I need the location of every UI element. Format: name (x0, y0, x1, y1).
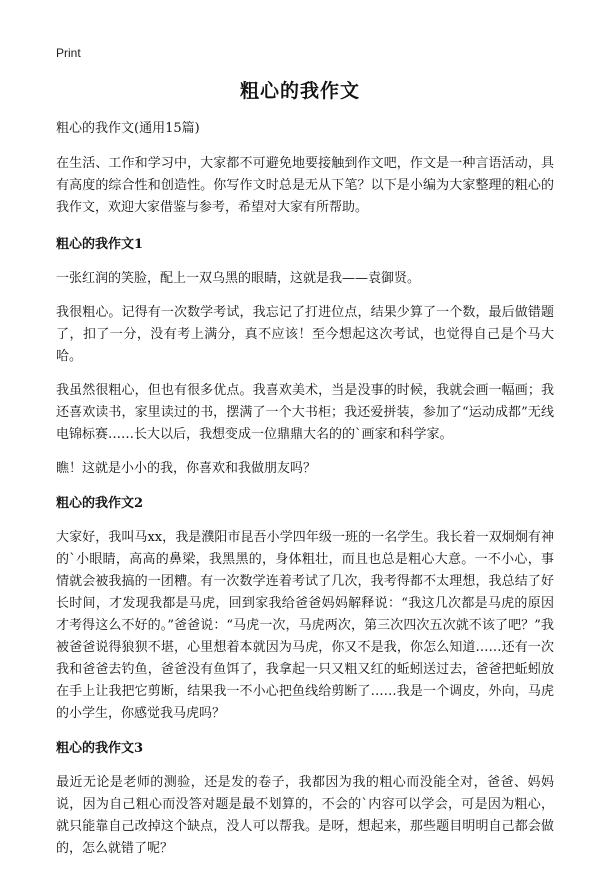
section-1-paragraph: 我虽然很粗心，但也有很多优点。我喜欢美术，当是没事的时候，我就会画一幅画；我还喜欢读书，家里读过的书，摆满了一个大书柜；我还爱拼装，参加了“运动成都”无线电锦标赛……长大以后，我想变成一位鼎鼎大名的的`画家和科学家。 (56, 383, 554, 442)
intro-paragraph: 在生活、工作和学习中，大家都不可避免地要接触到作文吧，作文是一种言语活动，具有高度的综合性和创造性。你写作文时总是无从下笔？以下是小编为大家整理的粗心的我作文，欢迎大家借鉴与参考，希望对大家有所帮助。 (56, 156, 554, 215)
section-1-paragraph: 一张红润的笑脸，配上一双乌黑的眼睛，这就是我——袁御贤。 (56, 271, 421, 286)
section-3-heading: 粗心的我作文3 (56, 741, 144, 756)
print-link[interactable]: Print (56, 46, 81, 60)
page-title: 粗心的我作文 (239, 80, 360, 102)
section-1-heading: 粗心的我作文1 (56, 237, 144, 252)
section-1-paragraph: 瞧！这就是小小的我，你喜欢和我做朋友吗？ (56, 461, 317, 476)
section-2-paragraph: 大家好，我叫马xx，我是濮阳市昆吾小学四年级一班的一名学生。我长着一双炯炯有神的`小眼睛，高高的鼻梁，我黑黑的，身体粗壮，而且也总是粗心大意。一不小心，事情就会被我搞的一团糟。有一次数学连着考试了几次，我考得都不太理想，我总结了好长时间，才发现我都是马虎，回到家我给爸爸妈妈解释说：“我这几次都是马虎的原因才考得这么不好的。”爸爸说：“马虎一次，马虎两次，第三次四次五次就不该了吧？”我被爸爸说得狼狈不堪，心里想着本就因为马虎，你又不是我，你怎么知道……还有一次我和爸爸去钓鱼，爸爸没有鱼饵了，我拿起一只又粗又红的蚯蚓送过去，爸爸把蚯蚓放在手上让我把它剪断，结果我一不小心把鱼线给剪断了……我是一个调皮，外向，马虎的小学生，你感觉我马虎吗？ (56, 530, 554, 721)
article-subtitle: 粗心的我作文(通用15篇) (56, 121, 200, 136)
article-body (56, 118, 554, 872)
section-2-heading: 粗心的我作文2 (56, 496, 144, 511)
section-3-paragraph: 最近无论是老师的测验，还是发的卷子，我都因为我的粗心而没能全对，爸爸、妈妈说，因为自己粗心而没答对题是最不划算的，不会的`内容可以学会，可是因为粗心，就只能靠自己改掉这个缺点，没人可以帮我。是呀，想起来，那些题目明明自己都会做的，怎么就错了呢？ (56, 775, 554, 856)
section-1-paragraph: 我很粗心。记得有一次数学考试，我忘记了打进位点，结果少算了一个数，最后做错题了，扣了一分，没有考上满分，真不应该！至今想起这次考试，也觉得自己是个马大哈。 (56, 305, 554, 364)
